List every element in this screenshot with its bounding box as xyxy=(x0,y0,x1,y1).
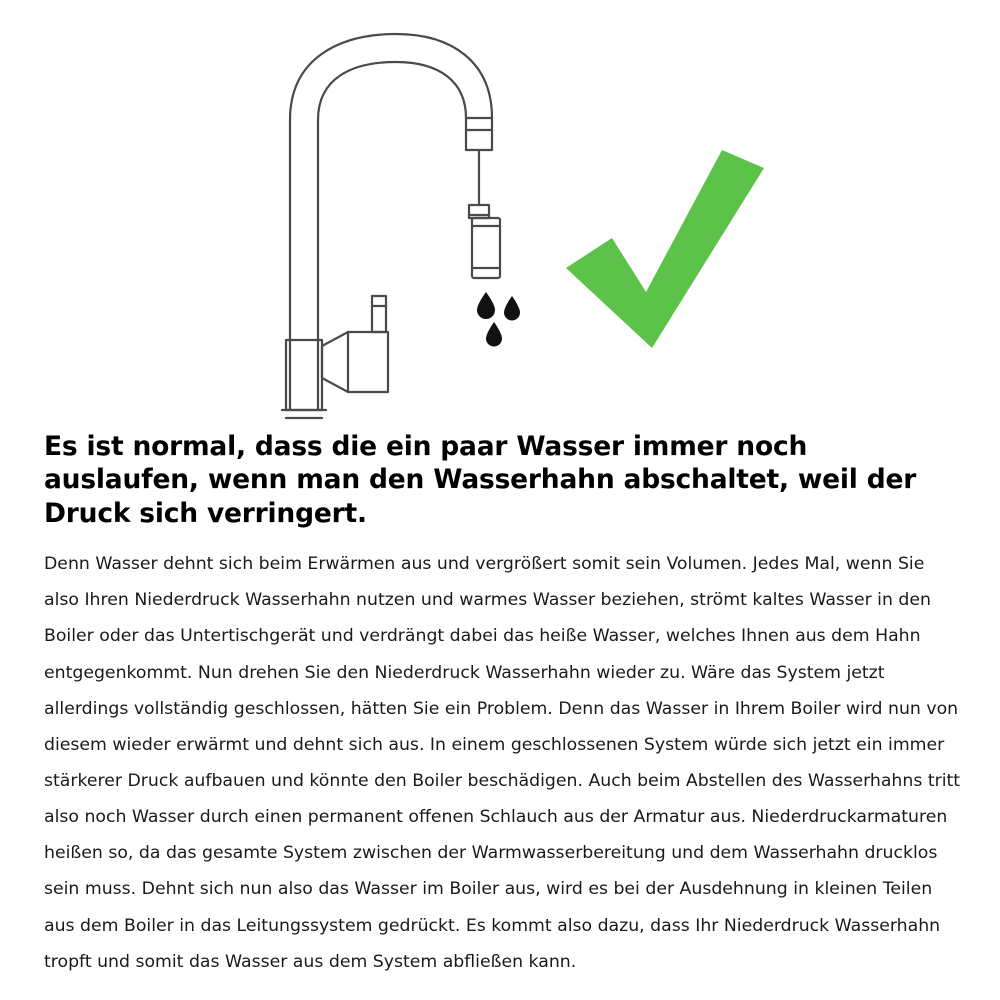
water-drop-2 xyxy=(504,296,520,321)
illustration-figure xyxy=(0,0,1000,430)
faucet-drawing xyxy=(282,34,500,418)
faucet-illustration-svg xyxy=(0,0,1000,430)
article-content xyxy=(0,430,1000,980)
water-drops xyxy=(477,292,520,347)
water-drop-3 xyxy=(486,322,502,347)
article-body-paragraph: Denn Wasser dehnt sich beim Erwärmen aus und vergrößert somit sein Volumen. Jedes Mal, wenn Sie also Ihren Niederdruck Wasserhahn nutzen und warmes Wasser beziehen, strömt kaltes Wasser in den Boiler oder das Untertischgerät und verdrängt dabei das heiße Wasser, welches Ihnen aus dem Hahn entgegenkommt. Nun drehen Sie den Niederdruck Wasserhahn wieder zu. Wäre das System jetzt allerdings vollständig geschlossen, hätten Sie ein Problem. Denn das Wasser in Ihrem Boiler wird nun von diesem wieder erwärmt und dehnt sich aus. In einem geschlossenen System würde sich jetzt ein immer stärkerer Druck aufbauen und könnte den Boiler beschädigen. Auch beim Abstellen des Wasserhahns tritt also noch Wasser durch einen permanent offenen Schlauch aus der Armatur aus. Niederdruckarmaturen heißen so, da das gesamte System zwischen der Warmwasserbereitung und dem Wasserhahn drucklos sein muss. Dehnt sich nun also das Wasser im Boiler aus, wird es bei der Ausdehnung in kleinen Teilen aus dem Boiler in das Leitungssystem gedrückt. Es kommt also dazu, dass Ihr Niederdruck Wasserhahn tropft und somit das Wasser aus dem System abfließen kann. xyxy=(44,554,961,972)
water-drop-1 xyxy=(477,292,495,319)
page-title: Es ist normal, dass die ein paar Wasser immer noch auslaufen, wenn man den Wasserhahn abschaltet, weil der Druck sich verringert. xyxy=(44,431,917,529)
check-mark-icon xyxy=(566,150,764,348)
